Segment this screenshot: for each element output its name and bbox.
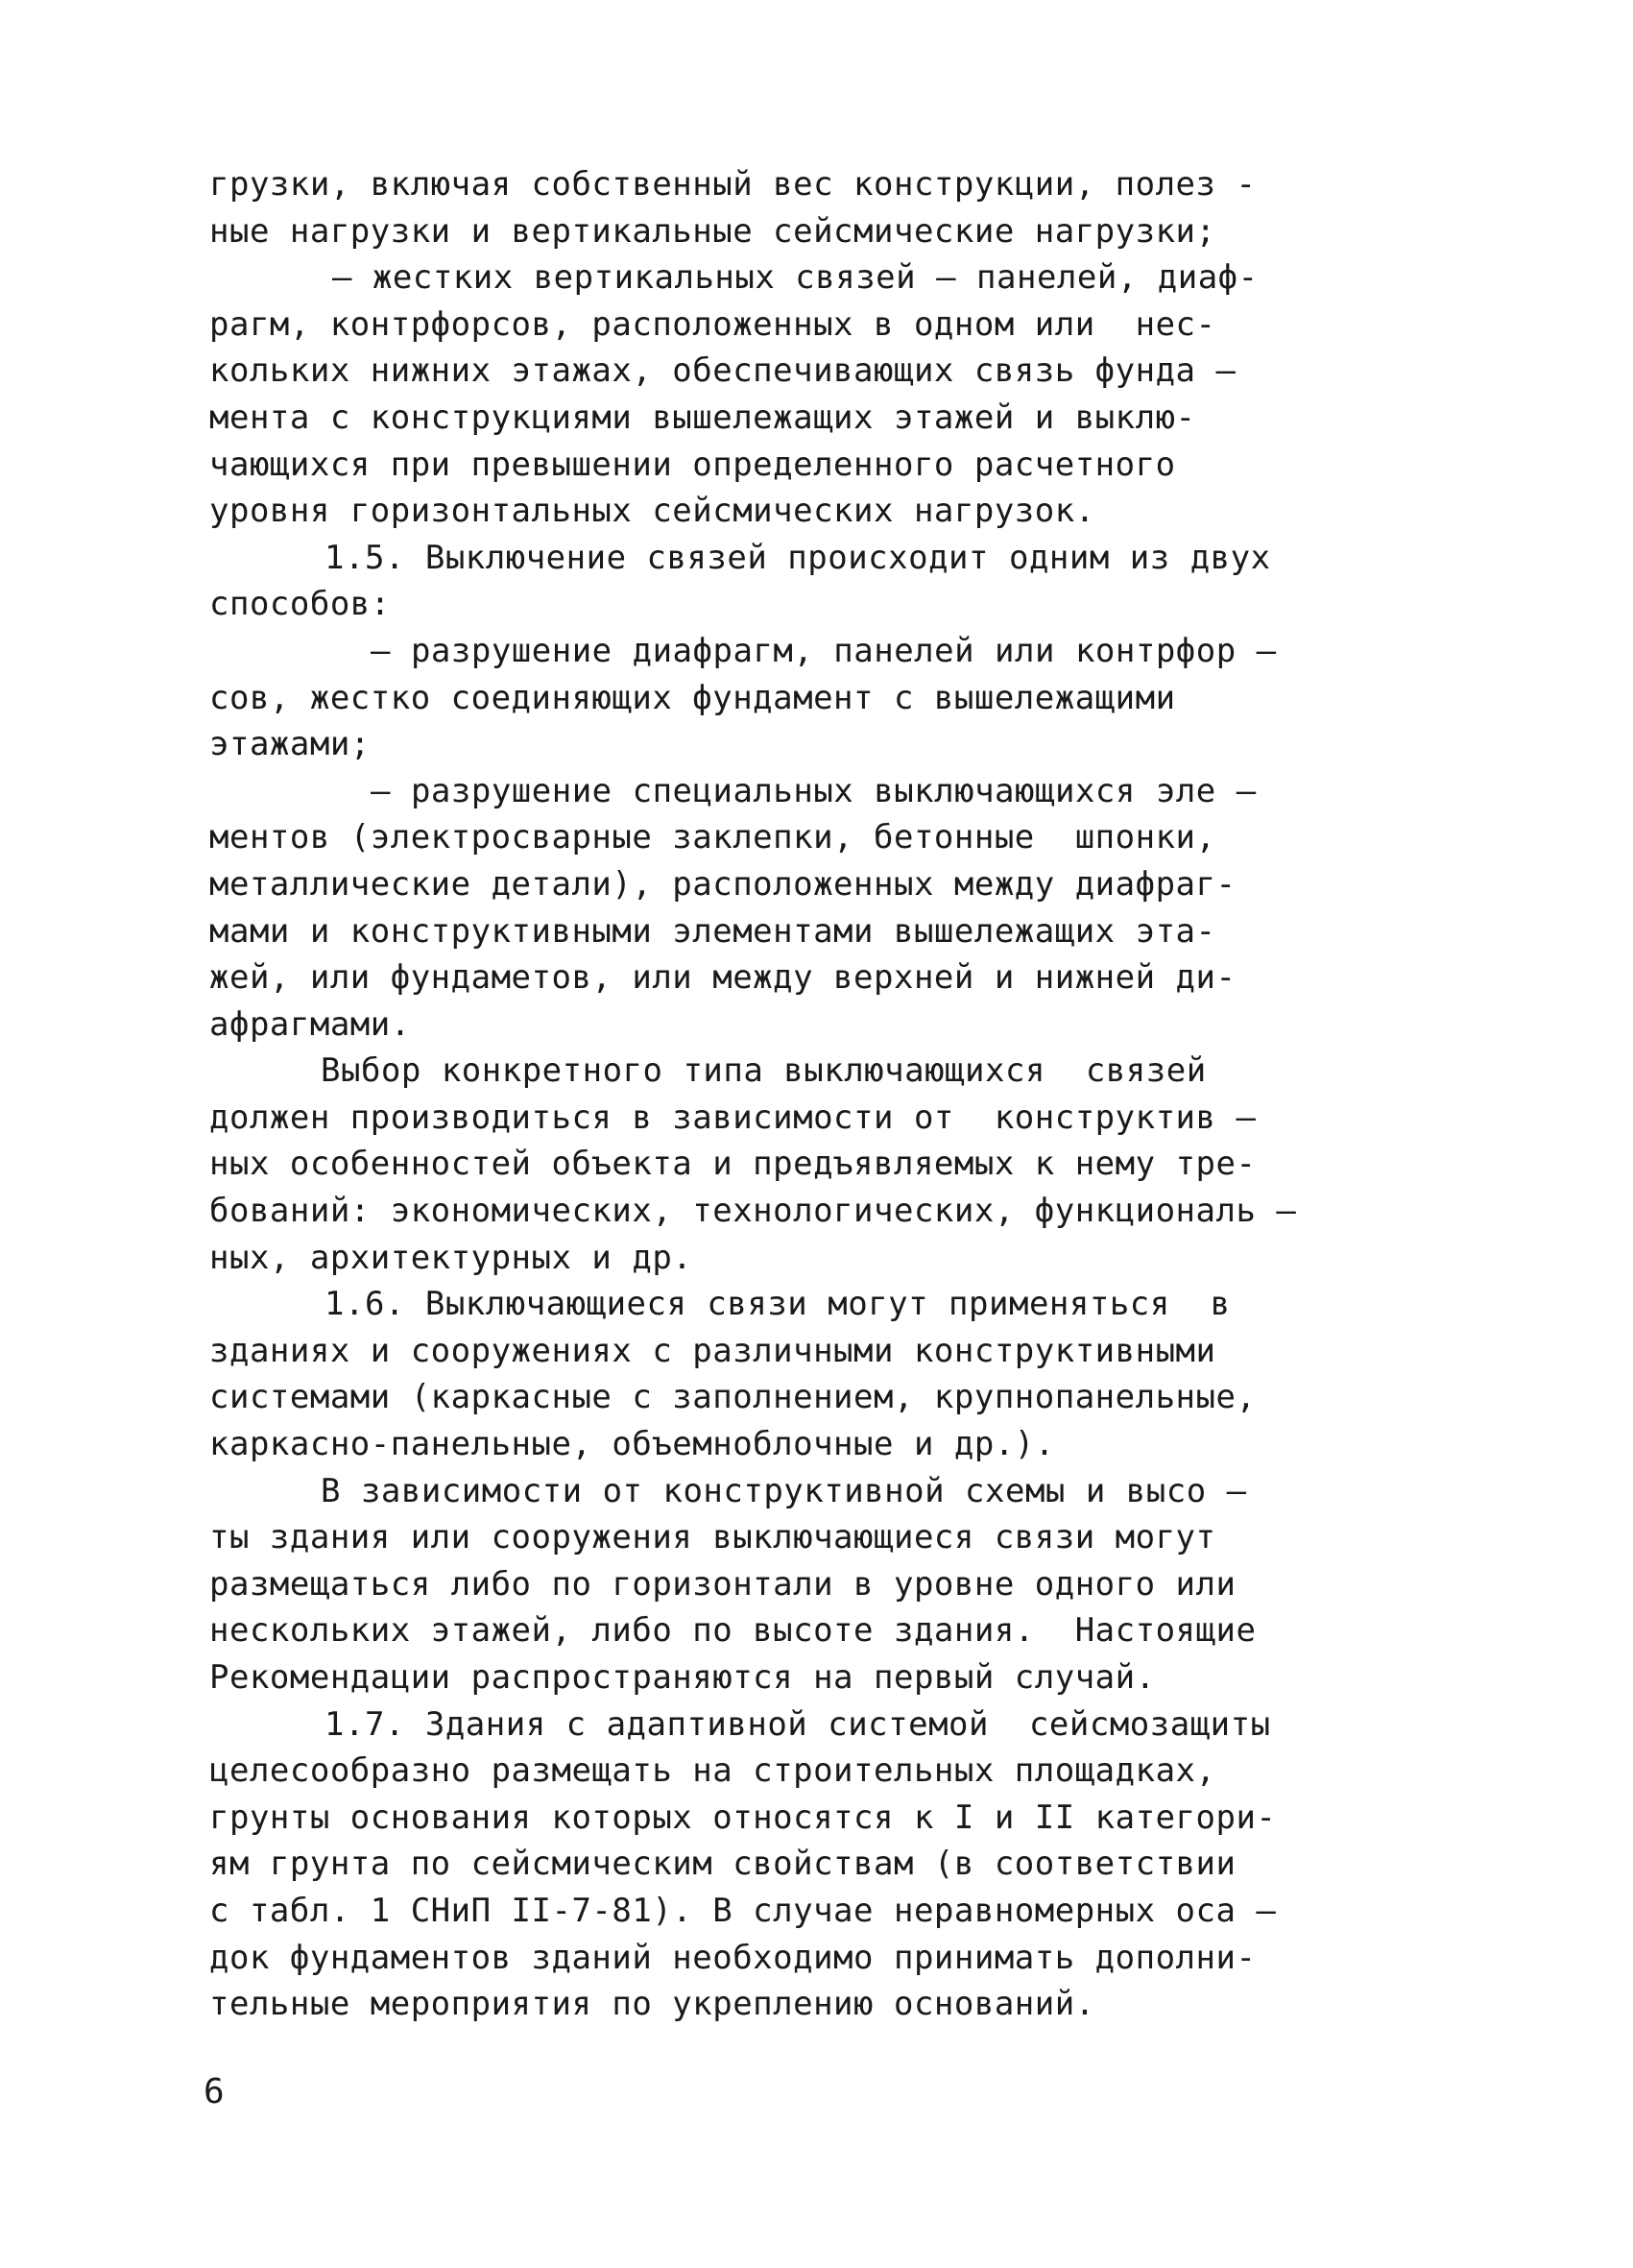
text-line: с табл. 1 СНиП II-7-81). В случае неравномерных оса – [209, 1891, 1277, 1930]
text-line: грузки, включая собственный вес конструкции, полез - [209, 165, 1257, 204]
text-line: способов: [209, 585, 391, 624]
text-line: жей, или фундаметов, или между верхней и нижней ди- [209, 958, 1237, 998]
text-line: афрагмами. [209, 1004, 411, 1044]
text-line: рагм, контрфорсов, расположенных в одном или нес- [209, 304, 1216, 344]
text-line: мента с конструкциями вышележащих этажей и выклю- [209, 398, 1196, 437]
text-line: 1.7. Здания с адаптивной системой сейсмозащиты [324, 1704, 1271, 1744]
text-line: кольких нижних этажах, обеспечивающих связь фунда – [209, 351, 1237, 391]
text-line: док фундаментов зданий необходимо принимать дополни- [209, 1938, 1257, 1977]
text-line: сов, жестко соединяющих фундамент с вышележащими [209, 678, 1176, 717]
text-line: зданиях и сооружениях с различными конструктивными [209, 1331, 1216, 1370]
text-line: каркасно-панельные, объемноблочные и др.). [209, 1425, 1055, 1464]
text-line: ты здания или сооружения выключающиеся связи могут [209, 1518, 1216, 1557]
text-line: ных, архитектурных и др. [209, 1238, 693, 1277]
text-line: 1.6. Выключающиеся связи могут применяться в [324, 1285, 1231, 1324]
text-line: – разрушение специальных выключающихся эле – [371, 771, 1257, 810]
text-line: металлические детали), расположенных между диафраг- [209, 864, 1237, 904]
text-line: этажами; [209, 725, 371, 764]
text-line: – жестких вертикальных связей – панелей, диаф- [332, 258, 1259, 298]
text-line: системами (каркасные с заполнением, крупнопанельные, [209, 1378, 1257, 1417]
text-line: 1.5. Выключение связей происходит одним из двух [324, 538, 1271, 577]
text-line: грунты основания которых относятся к I и II категори- [209, 1798, 1277, 1837]
text-line: размещаться либо по горизонтали в уровне одного или [209, 1564, 1237, 1604]
text-line: должен производиться в зависимости от конструктив – [209, 1098, 1257, 1137]
text-line: – разрушение диафрагм, панелей или контрфор – [371, 631, 1277, 670]
text-line: Выбор конкретного типа выключающихся связей [321, 1051, 1207, 1091]
text-line: мами и конструктивными элементами вышележащих эта- [209, 911, 1216, 951]
text-line: В зависимости от конструктивной схемы и высо – [321, 1471, 1247, 1510]
text-line: целесообразно размещать на строительных площадках, [209, 1751, 1216, 1791]
text-line: Рекомендации распространяются на первый случай. [209, 1658, 1156, 1697]
text-line: чающихся при превышении определенного расчетного [209, 445, 1176, 484]
page-number: 6 [204, 2072, 225, 2111]
text-line: ные нагрузки и вертикальные сейсмические нагрузки; [209, 211, 1216, 251]
text-line: ям грунта по сейсмическим свойствам (в соответствии [209, 1845, 1237, 1884]
body-text [209, 161, 1457, 2028]
text-line: уровня горизонтальных сейсмических нагрузок. [209, 492, 1095, 531]
text-line: тельные мероприятия по укреплению оснований. [209, 1985, 1095, 2024]
text-line: ных особенностей объекта и предъявляемых к нему тре- [209, 1145, 1257, 1184]
text-line: бований: экономических, технологических, функциональ – [209, 1192, 1297, 1231]
text-line: ментов (электросварные заклепки, бетонные шпонки, [209, 818, 1216, 857]
text-line: нескольких этажей, либо по высоте здания. Настоящие [209, 1611, 1257, 1651]
